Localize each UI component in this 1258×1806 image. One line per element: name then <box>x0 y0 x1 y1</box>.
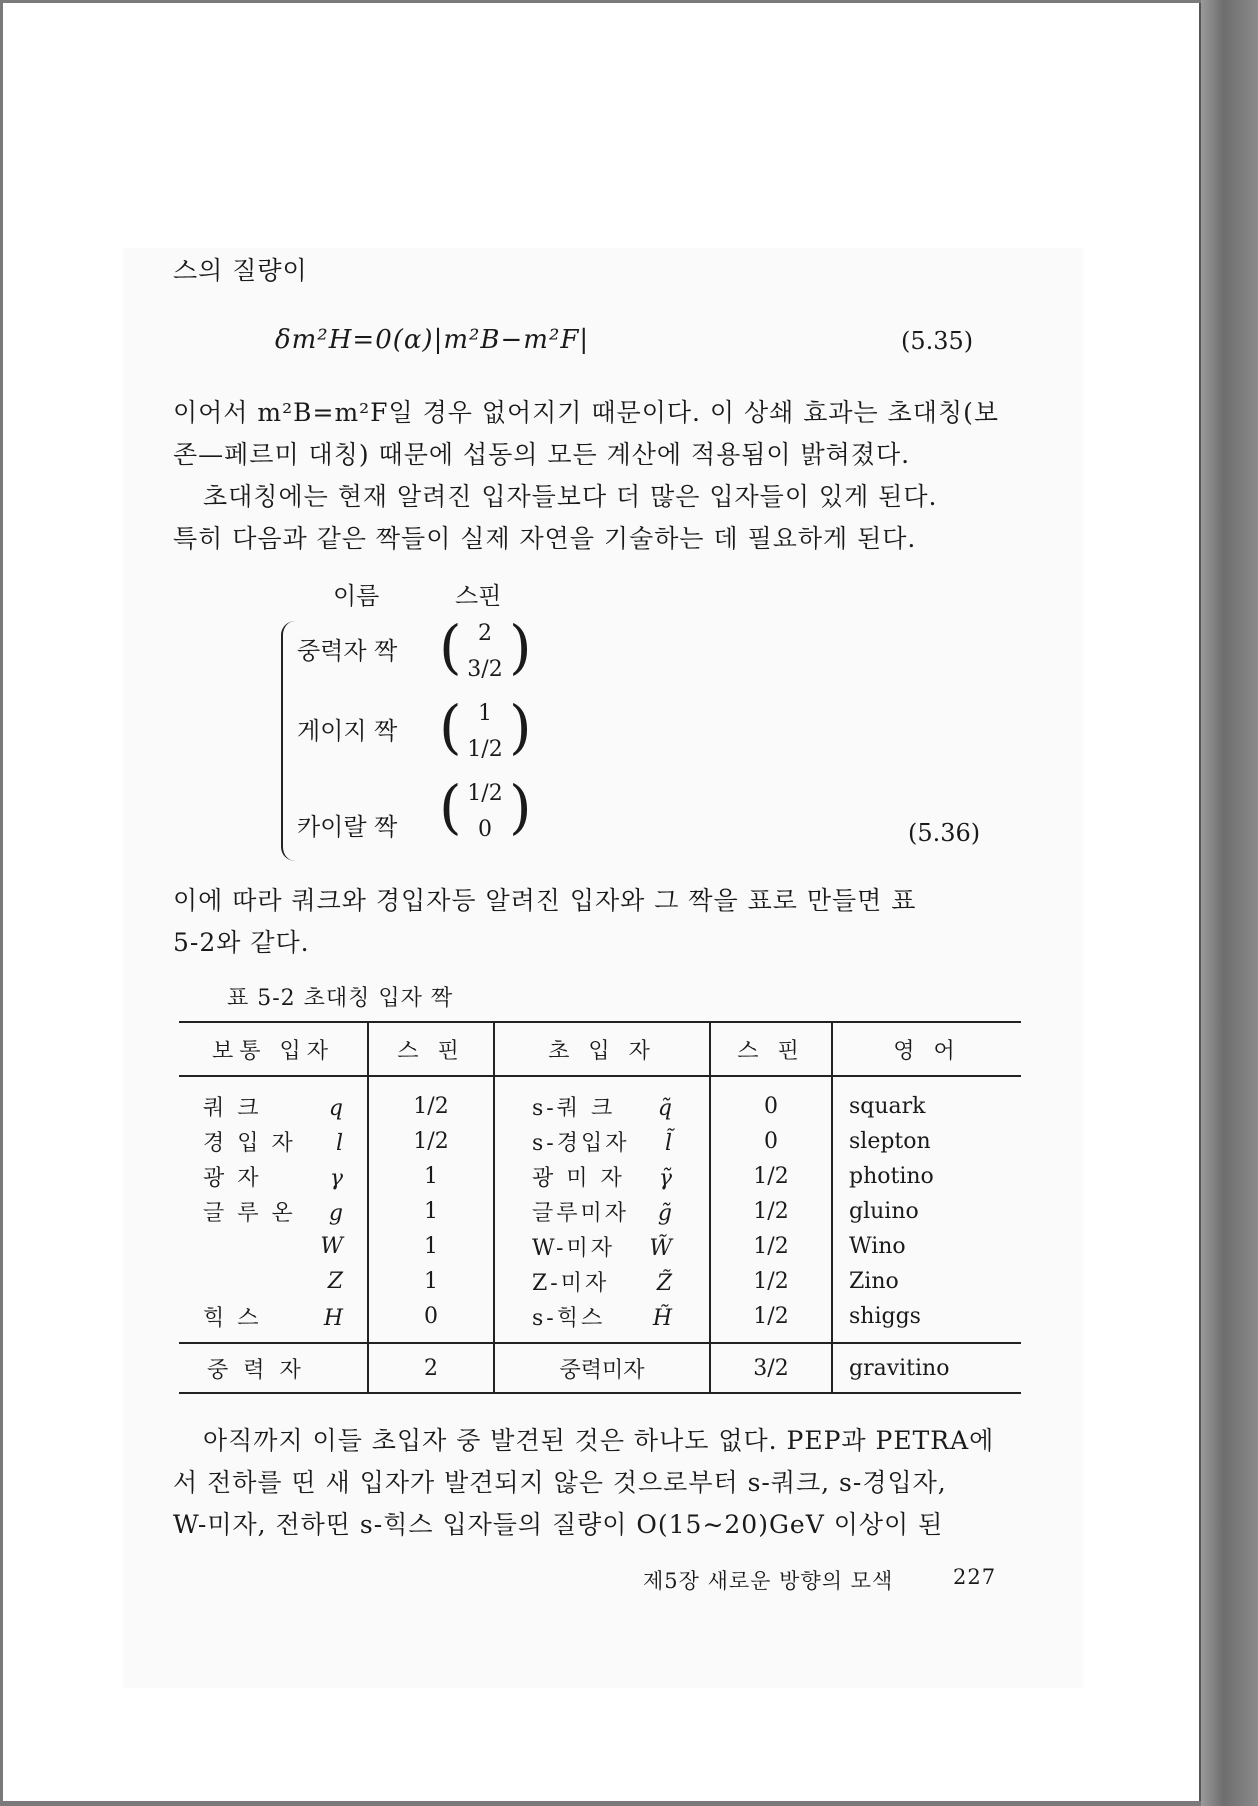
pairs-brace <box>281 621 297 861</box>
spin-cell: 1 <box>368 1229 494 1264</box>
pair-spin-graviton-1: 2 <box>478 621 492 646</box>
table-row <box>179 1076 1021 1124</box>
particle-cell: 힉 스 H <box>179 1299 368 1343</box>
table-row <box>179 1299 1021 1343</box>
super-cell: W-미자 W̃ <box>494 1229 710 1264</box>
gravitino-english-cell: gravitino <box>832 1343 1021 1393</box>
pair-spin-chiral-2: 0 <box>478 817 492 842</box>
super-spin-cell: 1/2 <box>710 1194 832 1229</box>
table-row <box>179 1229 1021 1264</box>
right-paren-2: ) <box>509 693 532 761</box>
pairs-header-spin: 스핀 <box>455 582 502 610</box>
table-header-row <box>179 1022 1021 1076</box>
paragraph1-line1: 이어서 m²B=m²F일 경우 없어지기 때문이다. 이 상쇄 효과는 초대칭(보 <box>173 398 999 427</box>
left-paren-1: ( <box>439 613 462 681</box>
english-cell: photino <box>849 1164 934 1189</box>
english-cell: squark <box>849 1094 926 1119</box>
english-cell: Wino <box>849 1234 906 1259</box>
gravitino-cell: 중력미자 <box>494 1343 710 1393</box>
super-spin-cell: 1/2 <box>710 1159 832 1194</box>
english-cell: Zino <box>849 1269 899 1294</box>
header-english: 영 어 <box>832 1022 1021 1076</box>
right-paren-1: ) <box>509 613 532 681</box>
pair-name-graviton: 중력자 짝 <box>297 637 398 665</box>
spin-cell: 0 <box>368 1299 494 1343</box>
super-spin-cell: 1/2 <box>710 1299 832 1343</box>
spin-cell: 1/2 <box>368 1076 494 1124</box>
super-spin-cell: 1/2 <box>710 1264 832 1299</box>
book-gutter <box>1201 0 1258 1806</box>
super-cell: s-쿼 크 q̃ <box>494 1076 710 1124</box>
left-paren-2: ( <box>439 693 462 761</box>
super-spin-cell: 0 <box>710 1124 832 1159</box>
super-cell: 광 미 자 γ̃ <box>494 1159 710 1194</box>
gravitino-spin-cell: 3/2 <box>710 1343 832 1393</box>
english-cell: slepton <box>849 1129 931 1154</box>
super-cell: s-경입자 l̃ <box>494 1124 710 1159</box>
paragraph4-line1: 아직까지 이들 초입자 중 발견된 것은 하나도 없다. PEP과 PETRA에 <box>203 1426 995 1455</box>
footer-page-number: 227 <box>953 1565 997 1589</box>
spin-cell: 1/2 <box>368 1124 494 1159</box>
paragraph2-line1: 초대칭에는 현재 알려진 입자들보다 더 많은 입자들이 있게 된다. <box>203 482 938 511</box>
graviton-spin-cell: 2 <box>368 1343 494 1393</box>
document-page <box>3 3 1201 1801</box>
table-row <box>179 1194 1021 1229</box>
particle-cell: W <box>179 1229 368 1264</box>
pairs-header-name: 이름 <box>333 582 380 610</box>
pair-spin-gauge-2: 1/2 <box>467 737 503 762</box>
english-cell: gluino <box>849 1199 919 1224</box>
super-cell: 글루미자 g̃ <box>494 1194 710 1229</box>
particle-cell: Z <box>179 1264 368 1299</box>
paragraph4-line2: 서 전하를 띤 새 입자가 발견되지 않은 것으로부터 s-쿼크, s-경입자, <box>173 1468 947 1497</box>
supersymmetry-particle-table <box>179 1021 1021 1394</box>
particle-cell: 글 루 온 g <box>179 1194 368 1229</box>
pair-spin-gauge-1: 1 <box>478 701 492 726</box>
pair-spin-graviton-2: 3/2 <box>467 657 503 682</box>
particle-cell: 쿼 크 q <box>179 1076 368 1124</box>
super-cell: s-힉스 H̃ <box>494 1299 710 1343</box>
paragraph4-line3: W-미자, 전하띤 s-힉스 입자들의 질량이 O(15∼20)GeV 이상이 된 <box>173 1510 944 1539</box>
particle-cell: 광 자 γ <box>179 1159 368 1194</box>
spin-cell: 1 <box>368 1159 494 1194</box>
equation-5-35: δm²H=0(α)|m²B−m²F| <box>275 325 590 355</box>
spin-cell: 1 <box>368 1264 494 1299</box>
super-spin-cell: 1/2 <box>710 1229 832 1264</box>
equation-number-5-35: (5.35) <box>901 327 974 355</box>
header-superparticle: 초 입 자 <box>494 1022 710 1076</box>
pair-name-gauge: 게이지 짝 <box>297 717 398 745</box>
particle-cell: 경 입 자 l <box>179 1124 368 1159</box>
pair-spin-chiral-1: 1/2 <box>467 781 503 806</box>
pair-name-chiral: 카이랄 짝 <box>297 813 398 841</box>
left-paren-3: ( <box>439 773 462 841</box>
table-row <box>179 1264 1021 1299</box>
super-cell: Z-미자 Z̃ <box>494 1264 710 1299</box>
spin-cell: 1 <box>368 1194 494 1229</box>
paragraph3-line2: 5-2와 같다. <box>173 928 310 957</box>
super-spin-cell: 0 <box>710 1076 832 1124</box>
right-paren-3: ) <box>509 773 532 841</box>
footer-chapter: 제5장 새로운 방향의 모색 <box>643 1569 894 1593</box>
table-row <box>179 1159 1021 1194</box>
header-super-spin: 스 핀 <box>710 1022 832 1076</box>
table-caption: 표 5-2 초대칭 입자 짝 <box>227 986 454 1011</box>
header-ordinary-particle: 보통 입자 <box>179 1022 368 1076</box>
header-spin: 스 핀 <box>368 1022 494 1076</box>
graviton-row <box>179 1343 1021 1393</box>
paragraph1-line2: 존—페르미 대칭) 때문에 섭동의 모든 계산에 적용됨이 밝혀졌다. <box>173 440 911 469</box>
intro-line: 스의 질량이 <box>173 256 308 285</box>
paragraph2-line2: 특히 다음과 같은 짝들이 실제 자연을 기술하는 데 필요하게 된다. <box>173 524 917 553</box>
paragraph3-line1: 이에 따라 쿼크와 경입자등 알려진 입자와 그 짝을 표로 만들면 표 <box>173 886 917 915</box>
graviton-cell: 중 력 자 <box>179 1343 368 1393</box>
equation-number-5-36: (5.36) <box>908 819 981 847</box>
table-row <box>179 1124 1021 1159</box>
english-cell: shiggs <box>849 1304 921 1329</box>
